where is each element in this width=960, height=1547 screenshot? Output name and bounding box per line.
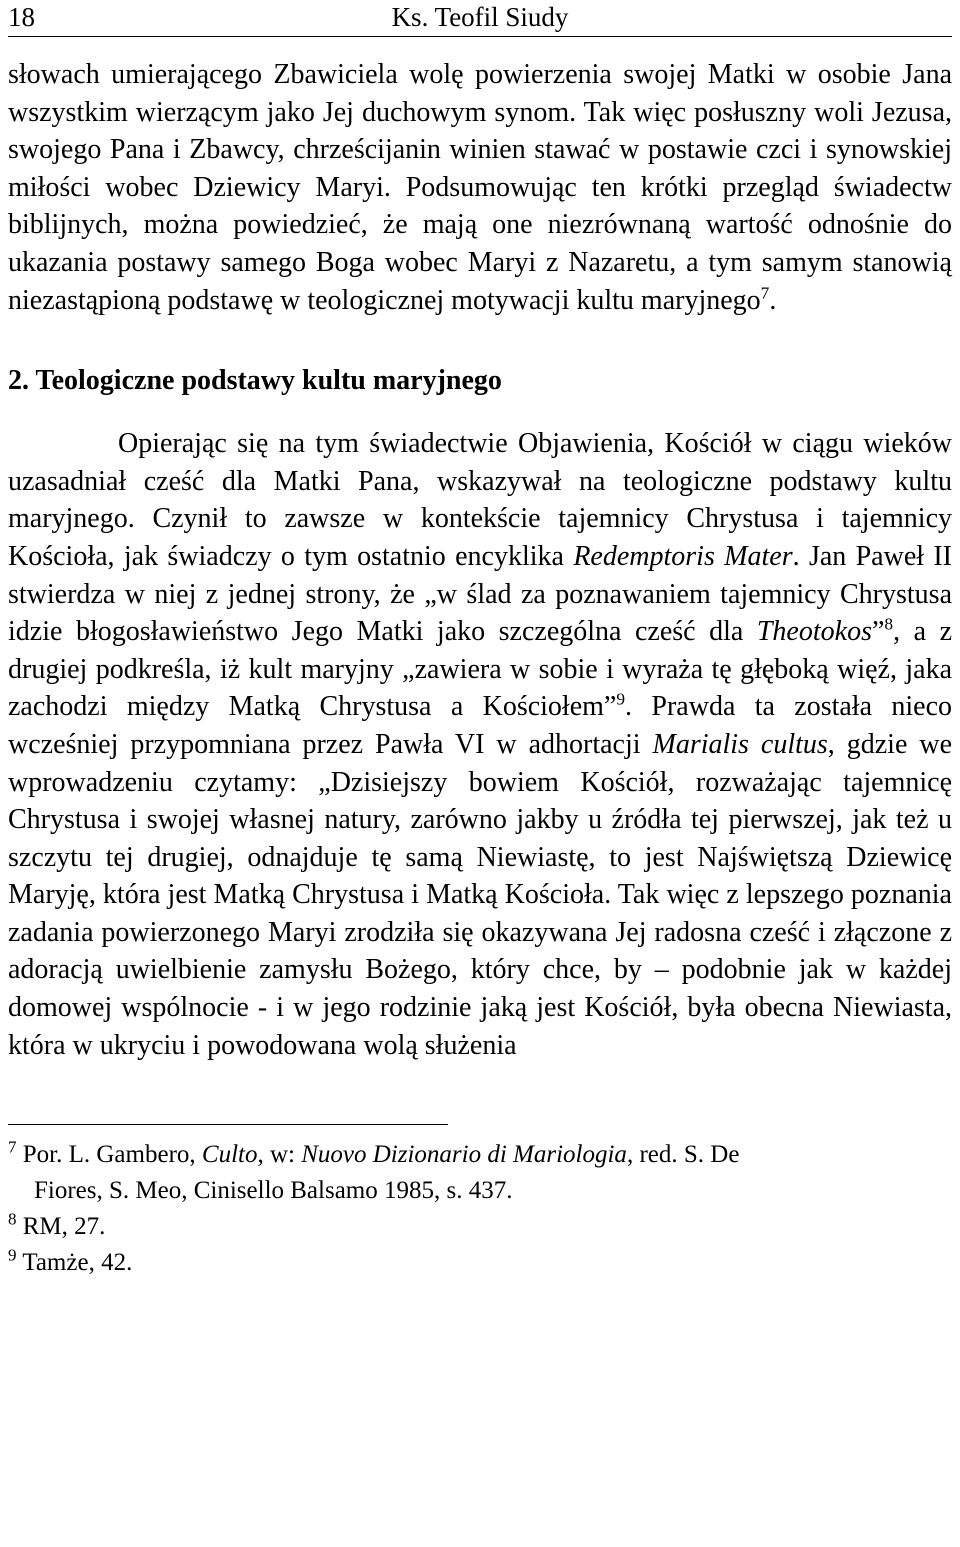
footnote-number: 9	[8, 1245, 17, 1265]
footnote-number: 8	[8, 1209, 17, 1229]
italic-title: Marialis cultus	[652, 728, 828, 760]
footnote-reference[interactable]: 8	[884, 614, 894, 634]
paragraph-text: . Jan Paweł II stwierdza w niej z jednej strony, że „w ślad za poznawaniem tajemnicy Chrystusa idzie błogosławieństwo Jego Matki jako szczególna cześć dla	[8, 540, 953, 648]
footnote-separator	[8, 1124, 448, 1125]
footnote-text: Por. L. Gambero,	[22, 1141, 202, 1169]
paragraph-text: , gdzie we wprowadzeniu czytamy: „Dzisiejszy bowiem Kościół, rozważając tajemnicę Chrystusa i swojej własnej natury, zarówno jakby u źródła tej pierwszej, jak też u szczytu tej drugiej, odnajduje tę samą Niewiastę, to jest Najświętszą Dziewicę Maryję, która jest Matką Chrystusa i Matką Kościoła. Tak więc z lepszego poznania zadania powierzonego Maryi zrodziła się okazywana Jej radosna cześć i złączone z adoracją uwielbienie zamysłu Bożego, który chce, by – podobnie jak w każdej domowej wspólnocie - i w jego rodzinie jaką jest Kościół, była obecna Niewiasta, która w ukryciu i powodowana wolą służenia	[8, 728, 952, 1061]
footnote-8	[8, 1209, 952, 1245]
italic-title: Redemptoris Mater	[573, 540, 793, 572]
footnote-text: , red. S. De	[626, 1141, 740, 1169]
page-number: 18	[8, 2, 35, 32]
italic-title: Culto	[201, 1141, 258, 1169]
running-head: Ks. Teofil Siudy	[391, 2, 569, 32]
footnote-text: RM, 27.	[22, 1213, 106, 1241]
paragraph-text: . Prawda ta została nieco wcześniej przypomniana przez Pawła VI w adhortacji	[8, 691, 952, 760]
section-heading: 2. Teologiczne podstawy kultu maryjnego	[8, 365, 502, 397]
footnote-9	[8, 1245, 952, 1281]
footnote-7-continuation: Fiores, S. Meo, Cinisello Balsamo 1985, s. 437.	[34, 1177, 513, 1205]
italic-title: Nuovo Dizionario di Mariologia	[301, 1141, 627, 1169]
page-header	[8, 2, 952, 37]
footnotes	[8, 1137, 952, 1281]
paragraph-text: Opierając się na tym świadectwie Objawienia, Kościół w ciągu wieków uzasadniał cześć dla Matki Pana, wskazywał na teologiczne podstawy kultu maryjnego. Czynił to zawsze w kontekście tajemnicy Chrystusa i tajemnicy Kościoła, jak świadczy o tym ostatnio encyklika	[8, 428, 952, 572]
paragraph-text: , a z drugiej podkreśla, iż kult maryjny „zawiera w sobie i wyraża tę głęboką więź, jaka zachodzi między Matką Chrystusa a Kościołem”	[8, 616, 952, 723]
footnote-7	[8, 1137, 952, 1173]
paragraph-text: .	[769, 284, 777, 316]
body-paragraph	[8, 425, 952, 1064]
footnote-text: , w:	[257, 1141, 302, 1169]
paragraph-text: słowach umierającego Zbawiciela wolę powierzenia swojej Matki w osobie Jana wszystkim wierzącym jako Jej duchowym synom. Tak więc posłuszny woli Jezusa, swojego Pana i Zbawcy, chrześcijanin winien stawać w postawie czci i synowskiej miłości wobec Dziewicy Maryi. Podsumowując ten krótki przegląd świadectw biblijnych, można powiedzieć, że mają one niezrównaną wartość odnośnie do ukazania postawy samego Boga wobec Maryi z Nazaretu, a tym samym stanowią niezastąpioną podstawę w teologicznej motywacji kultu maryjnego	[8, 59, 952, 316]
footnote-text: Tamże, 42.	[22, 1249, 133, 1277]
footnote-reference[interactable]: 9	[616, 689, 626, 709]
document-page	[8, 0, 952, 1281]
footnote-reference[interactable]: 7	[760, 283, 770, 303]
body-paragraph	[8, 56, 952, 319]
italic-term: Theotokos	[756, 616, 872, 648]
footnote-number: 7	[8, 1137, 17, 1157]
closing-quote: ”	[871, 616, 885, 648]
